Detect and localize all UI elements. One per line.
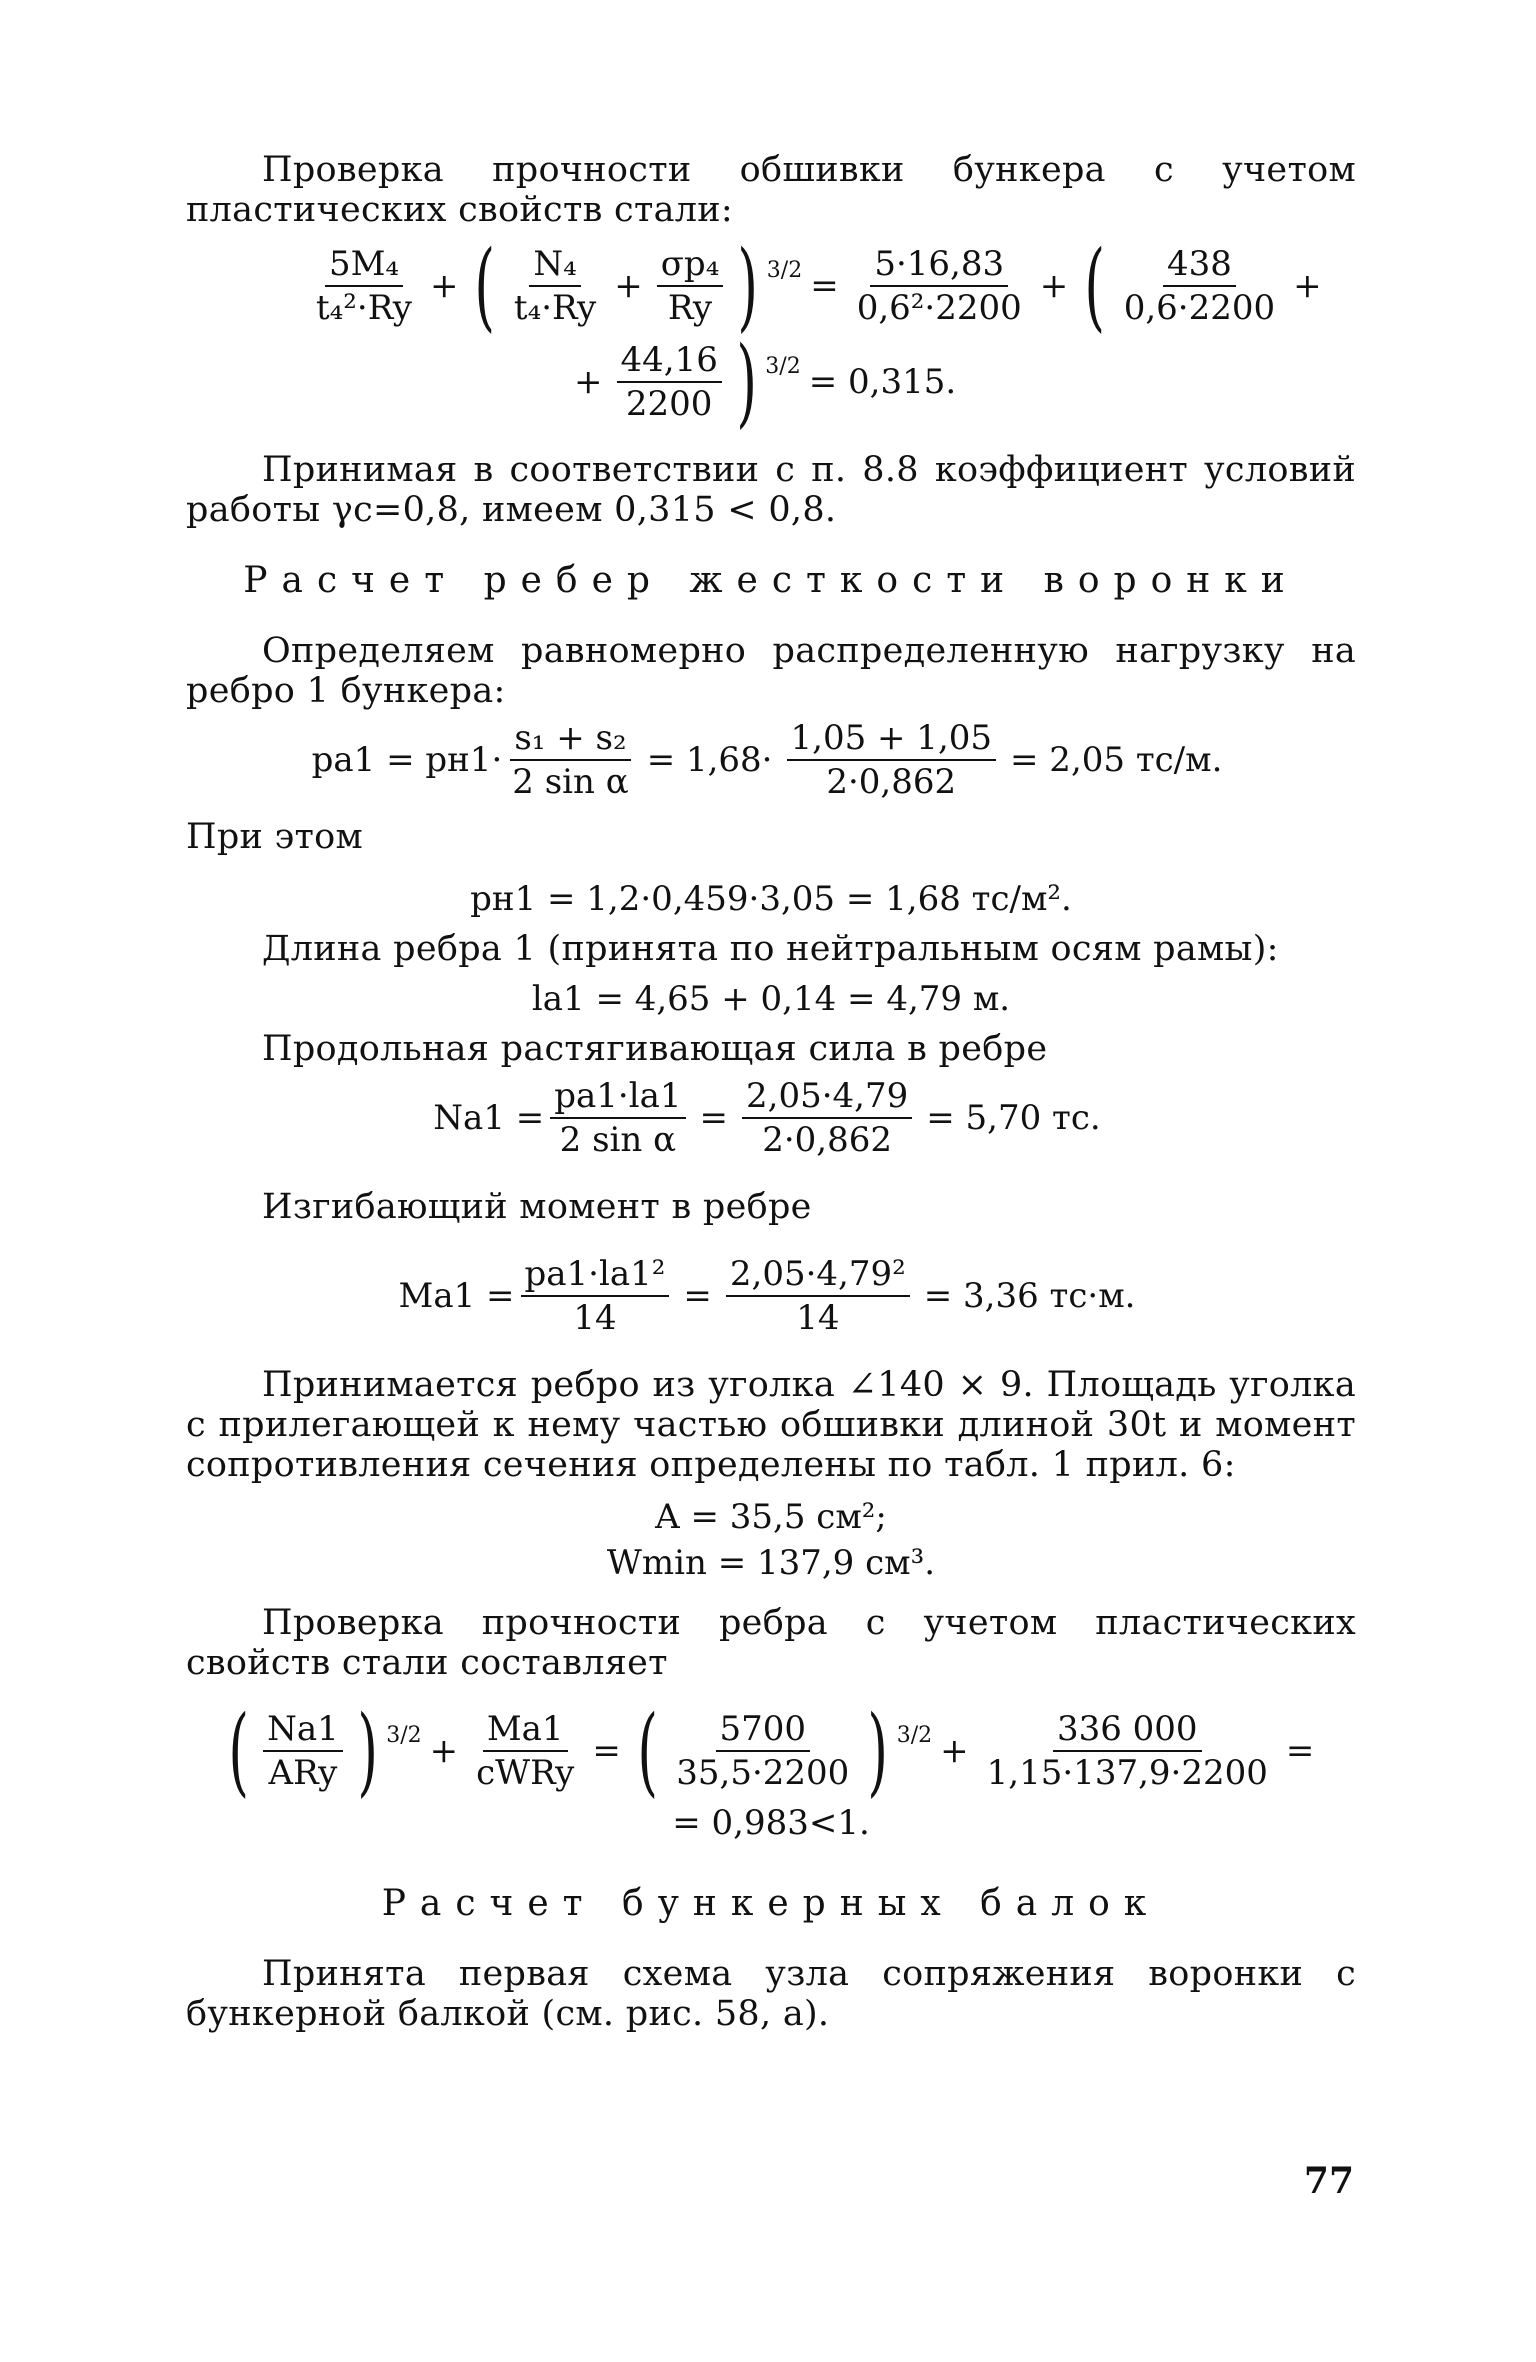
paragraph-angle-section: Принимается ребро из уголка ∠140 × 9. Площадь уголка с прилегающей к нему частью обшивки длиной 30t и момент сопротивления сечения определены по табл. 1 прил. 6: xyxy=(186,1365,1356,1485)
paragraph-joint-scheme: Принята первая схема узла сопряжения воронки с бункерной балкой (см. рис. 58, а). xyxy=(186,1954,1356,2034)
fraction: $\frac{\text{σp₄}}{Ry}$ xyxy=(657,243,724,329)
paragraph-work-coefficient: Принимая в соответствии с п. 8.8 коэффициент условий работы γc=0,8, имеем 0,315 < 0,8. xyxy=(186,450,1356,530)
fraction: $\frac{\text{pa1·la1²}}{14}$ xyxy=(521,1253,670,1339)
fraction: $\frac{\text{N₄}}{\text{t₄·Ry}}$ xyxy=(513,244,597,328)
paragraph-load: Определяем равномерно распределенную нагрузку на ребро 1 бункера: xyxy=(186,631,1356,711)
fraction: $\frac{2,05\cdot 4,79}{2\cdot 0,862}$ xyxy=(742,1075,912,1161)
page-body xyxy=(186,150,1356,2034)
equation-section-modulus: Wmin = 137,9 см³. xyxy=(606,1543,936,1583)
fraction: $\frac{pa1\cdot la1}{\text{2 sin α}}$ xyxy=(550,1075,685,1161)
equation-skin-strength: $\frac{\text{5M₄}}{\text{t₄²·Ry}}$ + ( $\frac{\text{N₄}}{\text{t₄·Ry}}$ + $\frac{\text{σp₄}}{Ry}$ ) 3/2 = $\frac{5\cdot 16,83}{\text{0,6²·2200}}$ + ( $\frac{438}{0,6\cdot 2200}$ + xyxy=(306,238,1356,334)
paragraph-where: При этом xyxy=(186,817,364,857)
equation-normative-load: pн1 = 1,2·0,459·3,05 = 1,68 тс/м². xyxy=(470,879,1072,919)
heading-stiffener-calc: Расчет ребер жесткости воронки xyxy=(243,560,1299,601)
equation-distributed-load: pa1 = pн1· $\frac{\text{s₁ + s₂}}{\text{2 sin α}}$ = 1,68· $\frac{1,05 + 1,05}{2\cdot 0,862}$ = 2,05 тс/м. xyxy=(311,718,1223,802)
paragraph-rib-strength: Проверка прочности ребра с учетом пластических свойств стали составляет xyxy=(186,1603,1356,1683)
equation-area: A = 35,5 см²; xyxy=(655,1497,887,1537)
fraction: $\frac{44,16}{2200}$ xyxy=(617,339,722,425)
paragraph-bending-moment: Изгибающий момент в ребре xyxy=(262,1187,812,1227)
fraction: $\frac{\text{2,05·4,79²}}{14}$ xyxy=(726,1253,910,1339)
fraction: $\frac{336 000}{1,15\cdot 137,9\cdot 2200}$ xyxy=(986,1709,1268,1793)
fraction: $\frac{438}{0,6\cdot 2200}$ xyxy=(1123,244,1276,328)
fraction: $\frac{Na1}{\text{ARy}}$ xyxy=(263,1708,343,1794)
equation-axial-force: Na1 = $\frac{pa1\cdot la1}{\text{2 sin α}}$ = $\frac{2,05\cdot 4,79}{2\cdot 0,862}$ = 5,70 тс. xyxy=(433,1076,1101,1160)
page-number: 77 xyxy=(1303,2160,1354,2202)
equation-rib-strength-result: = 0,983<1. xyxy=(672,1803,870,1843)
paragraph-rib-length: Длина ребра 1 (принята по нейтральным осям рамы): xyxy=(262,929,1279,969)
equation-skin-strength-cont: + $\frac{44,16}{2200}$ ) 3/2 = 0,315. xyxy=(574,326,957,438)
fraction: $\frac{\text{s₁ + s₂}}{\text{2 sin α}}$ xyxy=(512,718,629,802)
equation-rib-length: la1 = 4,65 + 0,14 = 4,79 м. xyxy=(531,979,1011,1019)
fraction: $\frac{Ma1}{\text{cWRy}}$ xyxy=(476,1709,575,1793)
fraction: $\frac{1,05 + 1,05}{2\cdot 0,862}$ xyxy=(787,717,997,803)
equation-bending-moment: Ma1 = $\frac{\text{pa1·la1²}}{14}$ = $\frac{\text{2,05·4,79²}}{14}$ = 3,36 тс·м. xyxy=(398,1254,1136,1338)
fraction: $\frac{5\cdot 16,83}{\text{0,6²·2200}}$ xyxy=(856,244,1022,328)
fraction: $\frac{5700}{35,5\cdot 2200}$ xyxy=(676,1709,850,1793)
fraction: $\frac{\text{5M₄}}{\text{t₄²·Ry}}$ xyxy=(316,244,412,328)
equation-rib-strength: ( $\frac{Na1}{\text{ARy}}$ ) 3/2 + $\frac{Ma1}{\text{cWRy}}$ = ( $\frac{5700}{35,5\cdot 2200}$ ) 3/2 + $\frac{336 000}{1,15\cdot 137,9\cdot 2200}$ = xyxy=(228,1695,1315,1807)
paragraph-axial-force: Продольная растягивающая сила в ребре xyxy=(262,1029,1048,1069)
paragraph-plastic-check: Проверка прочности обшивки бункера с учетом пластических свойств стали: xyxy=(186,150,1356,230)
heading-bunker-beams: Расчет бункерных балок xyxy=(381,1883,1161,1924)
